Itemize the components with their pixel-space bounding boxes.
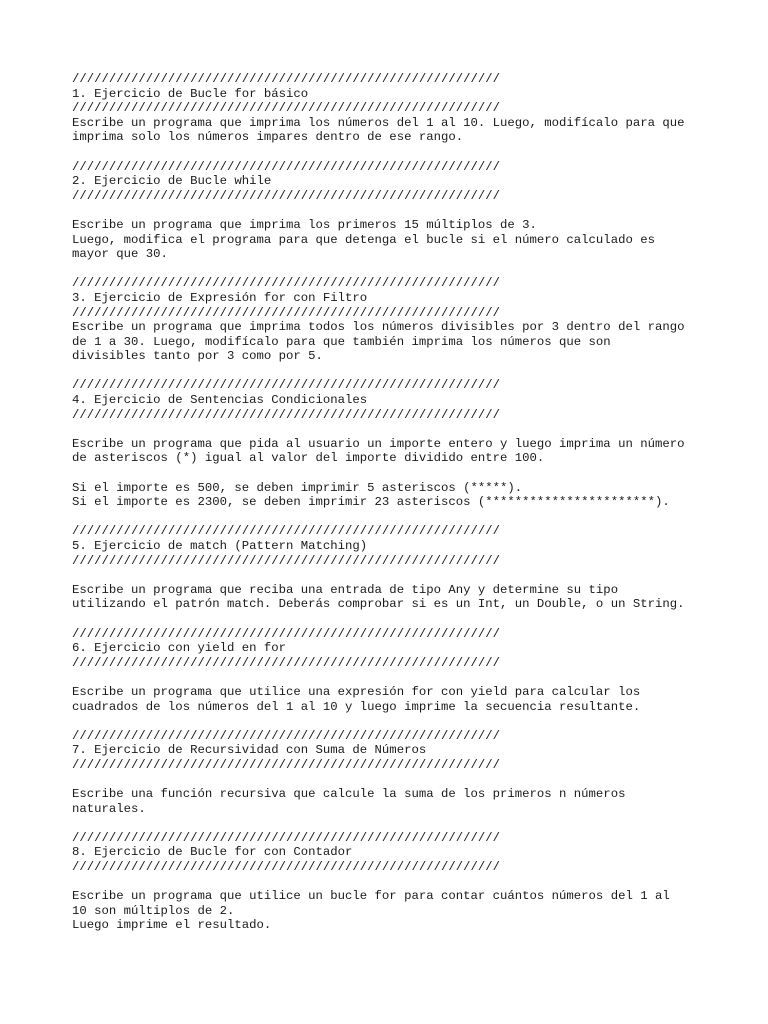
blank-line (72, 510, 712, 525)
exercise-6-title: 6. Ejercicio con yield en for (72, 641, 287, 656)
separator-line: ////////////////////////////////////////////////////////// (72, 728, 501, 743)
exercise-1-title: 1. Ejercicio de Bucle for básico (72, 86, 309, 101)
blank-line (72, 203, 712, 218)
exercise-4-text: de asteriscos (*) igual al valor del importe dividido entre 100. (72, 451, 545, 466)
exercise-6-text: Escribe un programa que utilice una expresión for con yield para calcular los (72, 684, 641, 699)
blank-line (72, 714, 712, 729)
exercise-5-text: Escribe un programa que reciba una entrada de tipo Any y determine su tipo (72, 582, 619, 597)
exercise-2-text: Luego, modifica el programa para que detenga el bucle si el número calculado es (72, 232, 655, 247)
blank-line (72, 816, 712, 831)
blank-line (72, 773, 712, 788)
blank-line (72, 466, 712, 481)
separator-line: ////////////////////////////////////////////////////////// (72, 655, 501, 670)
exercise-2-title: 2. Ejercicio de Bucle while (72, 174, 272, 189)
exercise-6-text: cuadrados de los números del 1 al 10 y luego imprime la secuencia resultante. (72, 699, 641, 714)
exercise-1-text: imprima solo los números impares dentro de ese rango. (72, 130, 464, 145)
exercise-1-text: Escribe un programa que imprima los números del 1 al 10. Luego, modifícalo para que (72, 115, 685, 130)
separator-line: ////////////////////////////////////////////////////////// (72, 830, 501, 845)
exercise-8-text: Escribe un programa que utilice un bucle for para contar cuántos números del 1 al (72, 889, 670, 904)
blank-line (72, 145, 712, 160)
exercise-3-text: Escribe un programa que imprima todos los números divisibles por 3 dentro del rango (72, 320, 685, 335)
exercise-7-text: Escribe una función recursiva que calcule la suma de los primeros n números (72, 787, 626, 802)
separator-line: ////////////////////////////////////////////////////////// (72, 553, 501, 568)
exercise-8-title: 8. Ejercicio de Bucle for con Contador (72, 845, 353, 860)
blank-line (72, 364, 712, 379)
blank-line (72, 262, 712, 277)
exercise-3-title: 3. Ejercicio de Expresión for con Filtro (72, 290, 368, 305)
document-body (72, 72, 712, 933)
exercise-3-text: de 1 a 30. Luego, modifícalo para que también imprima los números que son (72, 334, 611, 349)
separator-line: ////////////////////////////////////////////////////////// (72, 378, 501, 393)
separator-line: ////////////////////////////////////////////////////////// (72, 188, 501, 203)
separator-line: ////////////////////////////////////////////////////////// (72, 276, 501, 291)
separator-line: ////////////////////////////////////////////////////////// (72, 524, 501, 539)
exercise-7-title: 7. Ejercicio de Recursividad con Suma de Números (72, 743, 427, 758)
exercise-4-example: Si el importe es 500, se deben imprimir 5 asteriscos (*****). (72, 480, 523, 495)
exercise-3-text: divisibles tanto por 3 como por 5. (72, 349, 323, 364)
exercise-2-text: Escribe un programa que imprima los primeros 15 múltiplos de 3. (72, 217, 537, 232)
exercise-8-text: Luego imprime el resultado. (72, 918, 272, 933)
separator-line: ////////////////////////////////////////////////////////// (72, 101, 501, 116)
exercise-7-text: naturales. (72, 801, 146, 816)
separator-line: ////////////////////////////////////////////////////////// (72, 860, 501, 875)
exercise-4-example: Si el importe es 2300, se deben imprimir 23 asteriscos (***********************). (72, 495, 670, 510)
separator-line: ////////////////////////////////////////////////////////// (72, 407, 501, 422)
blank-line (72, 612, 712, 627)
exercise-5-text: utilizando el patrón match. Deberás comprobar si es un Int, un Double, o un String. (72, 597, 685, 612)
separator-line: ////////////////////////////////////////////////////////// (72, 757, 501, 772)
exercise-4-title: 4. Ejercicio de Sentencias Condicionales (72, 393, 368, 408)
separator-line: ////////////////////////////////////////////////////////// (72, 72, 501, 86)
separator-line: ////////////////////////////////////////////////////////// (72, 626, 501, 641)
blank-line (72, 422, 712, 437)
separator-line: ////////////////////////////////////////////////////////// (72, 305, 501, 320)
blank-line (72, 670, 712, 685)
exercise-2-text: mayor que 30. (72, 247, 168, 262)
exercise-5-title: 5. Ejercicio de match (Pattern Matching) (72, 539, 368, 553)
blank-line (72, 568, 712, 583)
exercise-8-text: 10 son múltiplos de 2. (72, 903, 235, 918)
separator-line: ////////////////////////////////////////////////////////// (72, 159, 501, 174)
blank-line (72, 875, 712, 890)
exercise-4-text: Escribe un programa que pida al usuario un importe entero y luego imprima un número (72, 436, 685, 451)
